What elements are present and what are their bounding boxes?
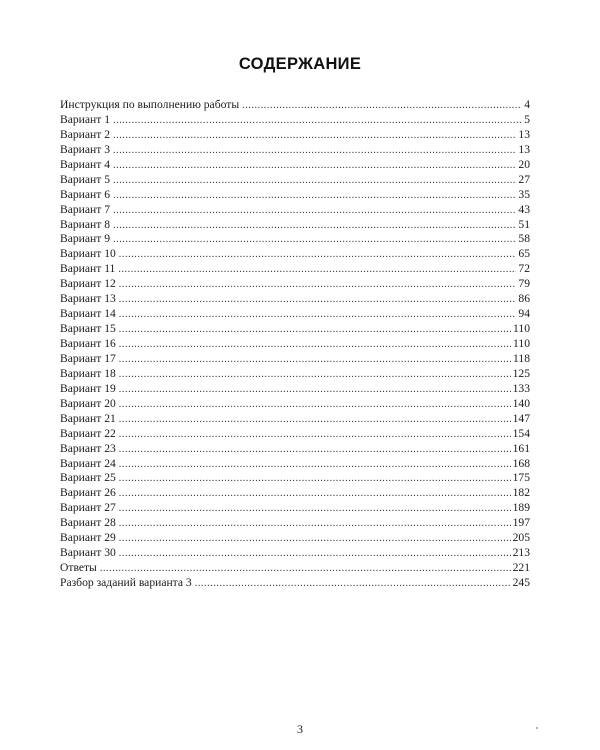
toc-entry [60, 247, 530, 262]
toc-entry-page: 13 [518, 127, 530, 141]
toc-entry-page: 72 [518, 262, 530, 276]
toc-entry-page: 35 [518, 187, 530, 201]
toc-dot-leader [113, 219, 516, 234]
toc-entry [60, 516, 530, 531]
toc-entry-page: 94 [518, 307, 530, 321]
toc-dot-leader [195, 577, 511, 592]
toc-entry [60, 382, 530, 397]
toc-entry [60, 277, 530, 292]
toc-entry-label: Вариант 26 [60, 486, 116, 500]
toc-dot-leader [113, 159, 516, 174]
toc-entry [60, 457, 530, 472]
toc-entry [60, 232, 530, 247]
toc-entry-page: 221 [512, 561, 530, 575]
toc-entry-label: Вариант 7 [60, 202, 110, 216]
toc-entry-page: 133 [512, 381, 530, 395]
toc-entry-page: 27 [518, 172, 530, 186]
toc-entry-label: Вариант 17 [60, 351, 116, 365]
toc-entry-label: Вариант 11 [60, 262, 116, 276]
toc-entry-page: 245 [512, 576, 530, 589]
toc-dot-leader [100, 562, 511, 577]
page-number: 3 [297, 722, 303, 736]
toc-entry-page: 86 [518, 292, 530, 306]
toc-dot-leader [113, 233, 516, 248]
toc-entry-page: 4 [524, 98, 530, 111]
toc-entry-page: 125 [512, 366, 530, 380]
toc-entry-label: Вариант 19 [60, 381, 116, 395]
toc-dot-leader [119, 487, 511, 502]
toc-entry-label: Вариант 20 [60, 396, 116, 410]
toc-dot-leader [118, 263, 516, 278]
toc-dot-leader [119, 383, 511, 398]
toc-entry [60, 442, 530, 457]
toc-dot-leader [113, 204, 516, 219]
toc-entry [60, 322, 530, 337]
toc-entry-label: Вариант 14 [60, 307, 116, 321]
toc-entry [60, 561, 530, 576]
toc-entry-label: Инструкция по выполнению работы [60, 98, 240, 111]
toc-entry-label: Вариант 12 [60, 277, 116, 291]
toc-entry-label: Вариант 30 [60, 546, 116, 560]
toc-entry [60, 292, 530, 307]
toc-dot-leader [119, 278, 517, 293]
toc-entry-label: Вариант 24 [60, 456, 116, 470]
toc-entry-label: Вариант 16 [60, 337, 116, 350]
toc-entry [60, 337, 530, 352]
toc-entry-label: Вариант 10 [60, 247, 116, 261]
toc-entry [60, 307, 530, 322]
toc-entry [60, 531, 530, 546]
toc-entry-label: Ответы [60, 561, 97, 575]
toc-entry-page: 147 [512, 411, 530, 425]
toc-entry [60, 113, 530, 128]
toc-entry [60, 471, 530, 486]
toc-entry-page: 13 [518, 142, 530, 156]
toc-dot-leader [119, 502, 511, 517]
toc-entry [60, 203, 530, 218]
toc-entry-page: 168 [512, 456, 530, 470]
toc-entry-label: Вариант 25 [60, 471, 116, 485]
toc-entry-label: Вариант 18 [60, 366, 116, 380]
toc-entry [60, 218, 530, 233]
toc-entry-label: Вариант 29 [60, 531, 116, 545]
toc-dot-leader [113, 174, 516, 189]
toc-entry [60, 367, 530, 382]
toc-entry-label: Вариант 21 [60, 411, 116, 425]
toc-entry [60, 412, 530, 427]
toc-entry-page: 110 [513, 322, 530, 336]
toc-entry-label: Вариант 2 [60, 127, 110, 141]
toc-entry-page: 20 [518, 157, 530, 171]
toc-dot-leader [119, 547, 511, 562]
toc-entry [60, 427, 530, 442]
toc-entry-label: Вариант 13 [60, 292, 116, 306]
toc-dot-leader [113, 189, 516, 204]
toc-dot-leader [113, 114, 522, 129]
toc-entry-label: Вариант 1 [60, 112, 110, 126]
toc-entry-page: 140 [512, 396, 530, 410]
toc-entry-label: Вариант 5 [60, 172, 110, 186]
toc-dot-leader [113, 129, 516, 144]
toc-entry [60, 501, 530, 516]
toc-entry-page: 65 [518, 247, 530, 261]
toc-entry-page: 197 [512, 516, 530, 530]
toc-entry-page: 154 [512, 426, 530, 440]
toc-entry-label: Вариант 8 [60, 217, 110, 231]
toc-entry-label: Вариант 23 [60, 441, 116, 455]
toc-entry-page: 175 [512, 471, 530, 485]
toc-dot-leader [119, 458, 511, 473]
toc-dot-leader [119, 293, 517, 308]
toc-entry [60, 352, 530, 367]
toc-entry [60, 397, 530, 412]
page-title: СОДЕРЖАНИЕ [238, 55, 362, 74]
toc-entry-page: 51 [518, 217, 530, 231]
toc-entry-label: Вариант 15 [60, 322, 116, 336]
toc-entry-page: 205 [512, 531, 530, 545]
toc-dot-leader [119, 517, 511, 532]
toc-entry-label: Вариант 4 [60, 157, 110, 171]
toc-entry [60, 576, 530, 591]
toc-dot-leader [119, 368, 511, 383]
toc-entry-label: Вариант 9 [60, 232, 110, 246]
toc-entry [60, 143, 530, 158]
toc-entry-page: 118 [513, 351, 530, 365]
toc-entry-page: 43 [518, 202, 530, 216]
toc-dot-leader [119, 308, 517, 323]
toc-entry-page: 79 [518, 277, 530, 291]
toc-dot-leader [119, 413, 511, 428]
toc-dot-leader [119, 338, 511, 353]
toc-entry-label: Вариант 27 [60, 501, 116, 515]
toc-entry [60, 486, 530, 501]
toc-dot-leader [119, 248, 517, 263]
toc-dot-leader [119, 532, 511, 547]
toc-dot-leader [119, 428, 511, 443]
toc-entry-label: Вариант 22 [60, 426, 116, 440]
toc-dot-leader [242, 99, 522, 114]
toc-entry-page: 110 [513, 337, 530, 350]
scan-speck [536, 727, 538, 729]
toc-entry-page: 5 [524, 112, 530, 126]
toc-entry-label: Вариант 28 [60, 516, 116, 530]
toc-entry-label: Разбор заданий варианта 3 [60, 576, 192, 589]
table-of-contents [60, 98, 530, 591]
toc-dot-leader [113, 144, 516, 159]
toc-entry-page: 189 [512, 501, 530, 515]
toc-entry-page: 161 [512, 441, 530, 455]
toc-dot-leader [119, 353, 511, 368]
toc-entry [60, 173, 530, 188]
toc-entry [60, 262, 530, 277]
toc-entry [60, 188, 530, 203]
toc-entry [60, 128, 530, 143]
toc-entry [60, 546, 530, 561]
toc-dot-leader [119, 398, 511, 413]
toc-entry [60, 98, 530, 113]
toc-entry [60, 158, 530, 173]
toc-entry-page: 182 [512, 486, 530, 500]
toc-entry-page: 58 [518, 232, 530, 246]
toc-entry-page: 213 [512, 546, 530, 560]
toc-dot-leader [119, 443, 511, 458]
toc-dot-leader [119, 472, 511, 487]
toc-dot-leader [119, 323, 511, 338]
toc-entry-label: Вариант 3 [60, 142, 110, 156]
toc-entry-label: Вариант 6 [60, 187, 110, 201]
